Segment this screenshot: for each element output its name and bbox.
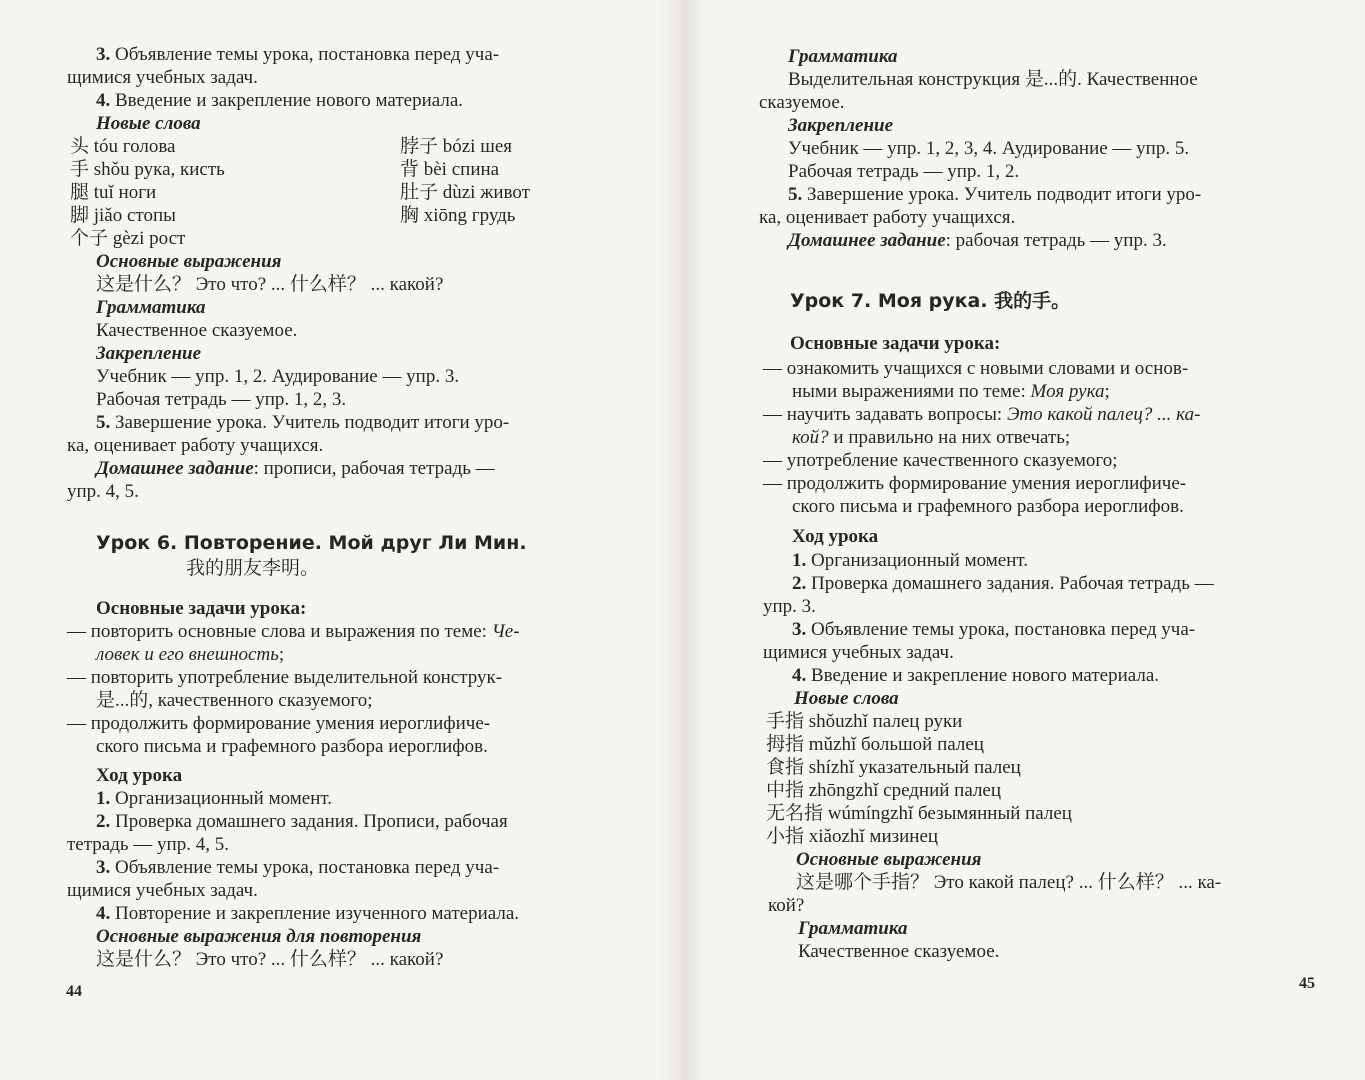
lesson6-course-heading: Ход урока (96, 765, 183, 786)
word-item: 脖子 bózi шея (400, 136, 513, 157)
word-item: 个子 gèzi рост (70, 228, 186, 249)
lesson6-step: 1. Организационный момент. (96, 788, 332, 809)
lesson6-step: 2. Проверка домашнего задания. Прописи, рабочая (96, 811, 508, 832)
grammar-line: Качественное сказуемое. (96, 320, 298, 341)
lesson7-step: 2. Проверка домашнего задания. Рабочая тетрадь — (792, 573, 1214, 594)
lesson7-tasks-heading: Основные задачи урока: (790, 333, 1001, 354)
lesson6-step: щимися учебных задач. (67, 880, 258, 901)
lesson7-task: — употребление качественного сказуемого; (763, 450, 1118, 471)
step3-line2: щимися учебных задач. (67, 67, 258, 88)
grammar-line: сказуемое. (759, 92, 845, 113)
expressions-heading: Основные выражения (96, 251, 282, 272)
lesson7-expressions-line: кой? (768, 895, 805, 916)
practice-heading: Закрепление (96, 343, 202, 364)
lesson7-course-heading: Ход урока (792, 526, 879, 547)
step5-line1: 5. Завершение урока. Учитель подводит итоги уро- (96, 412, 510, 433)
new-words-heading: Новые слова (96, 113, 201, 134)
lesson7-title: Урок 7. Моя рука. 我的手。 (790, 290, 1071, 312)
lesson7-word-item: 食指 shízhǐ указательный палец (766, 757, 1021, 778)
book-gutter (660, 0, 706, 1080)
word-item: 背 bèi спина (400, 159, 500, 180)
practice-line: Рабочая тетрадь — упр. 1, 2. (788, 161, 1020, 182)
practice-line: Учебник — упр. 1, 2, 3, 4. Аудирование — упр. 5. (788, 138, 1190, 159)
lesson7-step: 3. Объявление темы урока, постановка перед уча- (792, 619, 1196, 640)
step3-line1: 3. Объявление темы урока, постановка перед уча- (96, 44, 500, 65)
word-item: 手 shǒu рука, кисть (70, 159, 225, 180)
lesson7-task: — научить задавать вопросы: Это какой палец? ... ка- (763, 404, 1201, 425)
lesson7-word-item: 小指 xiǎozhǐ мизинец (766, 826, 939, 847)
homework-line: Домашнее задание: рабочая тетрадь — упр. 3. (788, 230, 1167, 251)
expressions-line: 这是什么？ Это что? ... 什么样？ ... какой? (96, 274, 444, 295)
lesson6-task: ского письма и графемного разбора иероглифов. (96, 736, 488, 757)
page-number: 44 (66, 983, 82, 1000)
grammar-heading: Грамматика (788, 46, 898, 67)
lesson7-task: ского письма и графемного разбора иероглифов. (792, 496, 1184, 517)
practice-line: Рабочая тетрадь — упр. 1, 2, 3. (96, 389, 347, 410)
lesson7-task: кой? и правильно на них отвечать; (792, 427, 1071, 448)
lesson7-step: щимися учебных задач. (763, 642, 954, 663)
lesson7-word-item: 中指 zhōngzhǐ средний палец (766, 780, 1002, 801)
lesson7-word-item: 无名指 wúmíngzhǐ безымянный палец (766, 803, 1072, 824)
word-item: 胸 xiōng грудь (400, 205, 516, 226)
lesson6-task: — повторить основные слова и выражения по теме: Че- (67, 621, 520, 642)
homework-line1: Домашнее задание: прописи, рабочая тетрадь — (96, 458, 495, 479)
word-item: 腿 tuǐ ноги (70, 182, 157, 203)
lesson6-step: тетрадь — упр. 4, 5. (67, 834, 229, 855)
homework-line2: упр. 4, 5. (67, 481, 139, 502)
word-item: 脚 jiǎo стопы (70, 205, 176, 226)
lesson7-step: 1. Организационный момент. (792, 550, 1028, 571)
word-item: 头 tóu голова (70, 136, 176, 157)
step5-line2: ка, оценивает работу учащихся. (759, 207, 1016, 228)
lesson7-grammar-line: Качественное сказуемое. (798, 941, 1000, 962)
lesson7-step: 4. Введение и закрепление нового материала. (792, 665, 1160, 686)
step4-line: 4. Введение и закрепление нового материала. (96, 90, 464, 111)
lesson6-title: Урок 6. Повторение. Мой друг Ли Мин. (96, 532, 527, 554)
lesson6-task: — повторить употребление выделительной конструк- (67, 667, 503, 688)
step5-line2: ка, оценивает работу учащихся. (67, 435, 324, 456)
lesson6-title-chinese: 我的朋友李明。 (186, 558, 320, 579)
lesson7-task: — ознакомить учащихся с новыми словами и основ- (763, 358, 1189, 379)
practice-heading: Закрепление (788, 115, 894, 136)
lesson7-task: — продолжить формирование умения иероглифиче- (763, 473, 1187, 494)
grammar-line: Выделительная конструкция 是...的. Качественное (788, 69, 1198, 90)
lesson6-step: 3. Объявление темы урока, постановка перед уча- (96, 857, 500, 878)
lesson7-task: ными выражениями по теме: Моя рука; (792, 381, 1110, 402)
step5-line1: 5. Завершение урока. Учитель подводит итоги уро- (788, 184, 1202, 205)
lesson7-grammar-heading: Грамматика (798, 918, 908, 939)
lesson7-word-item: 拇指 mǔzhǐ большой палец (766, 734, 984, 755)
grammar-heading: Грамматика (96, 297, 206, 318)
lesson6-step: 4. Повторение и закрепление изученного материала. (96, 903, 520, 924)
word-item: 肚子 dùzi живот (400, 182, 530, 203)
lesson6-review-expressions: 这是什么？ Это что? ... 什么样？ ... какой? (96, 949, 444, 970)
page-number: 45 (1299, 975, 1315, 992)
lesson7-word-item: 手指 shǒuzhǐ палец руки (766, 711, 963, 732)
lesson6-review-heading: Основные выражения для повторения (96, 926, 422, 947)
lesson6-task: ловек и его внешность; (96, 644, 285, 665)
lesson7-step: упр. 3. (763, 596, 816, 617)
lesson7-new-words-heading: Новые слова (794, 688, 899, 709)
lesson6-task: — продолжить формирование умения иероглифиче- (67, 713, 491, 734)
lesson6-task: 是...的, качественного сказуемого; (96, 690, 373, 711)
lesson7-expressions-line: 这是哪个手指？ Это какой палец? ... 什么样？ ... ка- (796, 872, 1222, 893)
lesson7-expressions-heading: Основные выражения (796, 849, 982, 870)
practice-line: Учебник — упр. 1, 2. Аудирование — упр. 3. (96, 366, 460, 387)
lesson6-tasks-heading: Основные задачи урока: (96, 598, 307, 619)
